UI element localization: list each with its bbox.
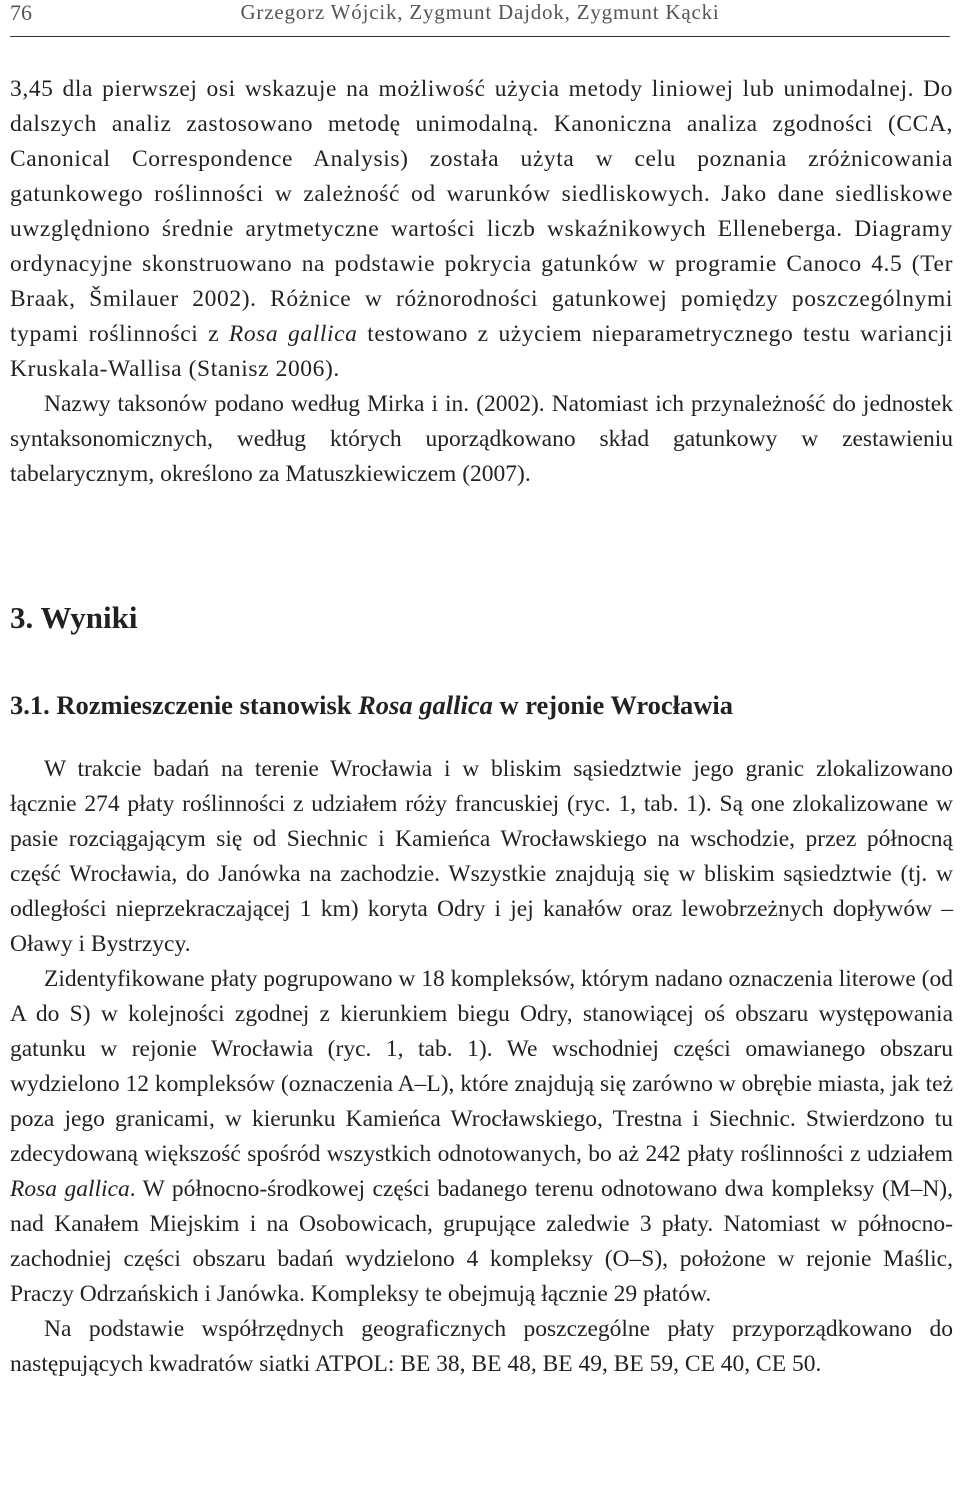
methods-text-1: 3,45 dla pierwszej osi wskazuje na możliwość użycia metody liniowej lub unimodalnej. Do dalszych analiz zastosowano metodę unimodalną. Kanoniczna analiza zgodności (CCA, Canonical Correspondence Analysis) została użyta w celu poznania zróżnicowania gatunkowego roślinności w zależność od warunków siedliskowych. Jako dane siedliskowe uwzględniono średnie arytmetyczne wartości liczb wskaźnikowych Elleneberga. Diagramy ordynacyjne skonstruowano na podstawie pokrycia gatunków w programie Canoco 4.5 (Ter Braak, Šmilauer 2002). Różnice w różnorodności gatunkowej pomiędzy poszczególnymi typami roślinności z — [10, 76, 953, 347]
results-section — [10, 752, 953, 1382]
subheading-species: Rosa gallica — [358, 690, 493, 720]
methods-text-2: testowano z użyciem nieparametrycznego testu wariancji Kruskala-Wallisa (Stanisz 2006). — [10, 321, 954, 382]
subsection-heading — [10, 690, 733, 721]
methods-paragraph — [10, 72, 953, 387]
results-paragraph-3: Na podstawie współrzędnych geograficznych poszczególne płaty przyporządkowano do następujących kwadratów siatki ATPOL: BE 38, BE 48, BE 49, BE 59, CE 40, CE 50. — [10, 1316, 953, 1377]
subheading-prefix: 3.1. Rozmieszczenie stanowisk — [10, 690, 359, 720]
species-name: Rosa gallica — [228, 321, 358, 347]
results-paragraph-1: W trakcie badań na terenie Wrocławia i w bliskim sąsiedztwie jego granic zlokalizowano łącznie 274 płaty roślinności z udziałem róży francuskiej (ryc. 1, tab. 1). Są one zlokalizowane w pasie rozciągającym się od Siechnic i Kamieńca Wrocławskiego na wschodzie, przez północną część Wrocławia, do Janówka na zachodzie. Wszystkie znajdują się w bliskim sąsiedztwie (tj. w odległości nieprzekraczającej 1 km) koryta Odry i jej kanałów oraz lewobrzeżnych dopływów – Oławy i Bystrzycy. — [10, 756, 953, 957]
results-text-2a: Zidentyfikowane płaty pogrupowano w 18 kompleksów, którym nadano oznaczenia literowe (od A do S) w kolejności zgodnej z kierunkiem biegu Odry, stanowiącej oś obszaru występowania gatunku w rejonie Wrocławia (ryc. 1, tab. 1). We wschodniej części omawianego obszaru wydzielono 12 kompleksów (oznaczenia A–L), które znajdują się zarówno w obrębie miasta, jak też poza jego granicami, w kierunku Kamieńca Wrocławskiego, Trestna i Siechnic. Stwierdzono tu zdecydowaną większość spośród wszystkich odnotowanych, bo aż 242 płaty roślinności z udziałem — [10, 966, 953, 1167]
header-rule — [10, 36, 950, 37]
taxonomy-paragraph: Nazwy taksonów podano według Mirka i in. (2002). Natomiast ich przynależność do jednostek syntaksonomicznych, według których uporządkowano skład gatunkowy w zestawieniu tabelarycznym, określono za Matuszkiewiczem (2007). — [10, 391, 953, 487]
section-heading: 3. Wyniki — [10, 600, 138, 635]
subheading-suffix: w rejonie Wrocławia — [492, 690, 734, 720]
methods-section — [10, 72, 953, 492]
results-paragraph-2 — [10, 962, 953, 1312]
running-head-authors: Grzegorz Wójcik, Zygmunt Dajdok, Zygmunt Kącki — [240, 0, 720, 24]
page-header — [10, 0, 950, 28]
species-name-2: Rosa gallica — [10, 1176, 130, 1202]
page-number: 76 — [10, 0, 32, 25]
results-text-2b: . W północno-środkowej części badanego terenu odnotowano dwa kompleksy (M–N), nad Kanałem Miejskim i na Osobowicach, grupujące zaledwie 3 płaty. Natomiast w północno-zachodniej części obszaru badań wydzielono 4 kompleksy (O–S), położone w rejonie Maślic, Praczy Odrzańskich i Janówka. Kompleksy te obejmują łącznie 29 płatów. — [10, 1176, 953, 1307]
